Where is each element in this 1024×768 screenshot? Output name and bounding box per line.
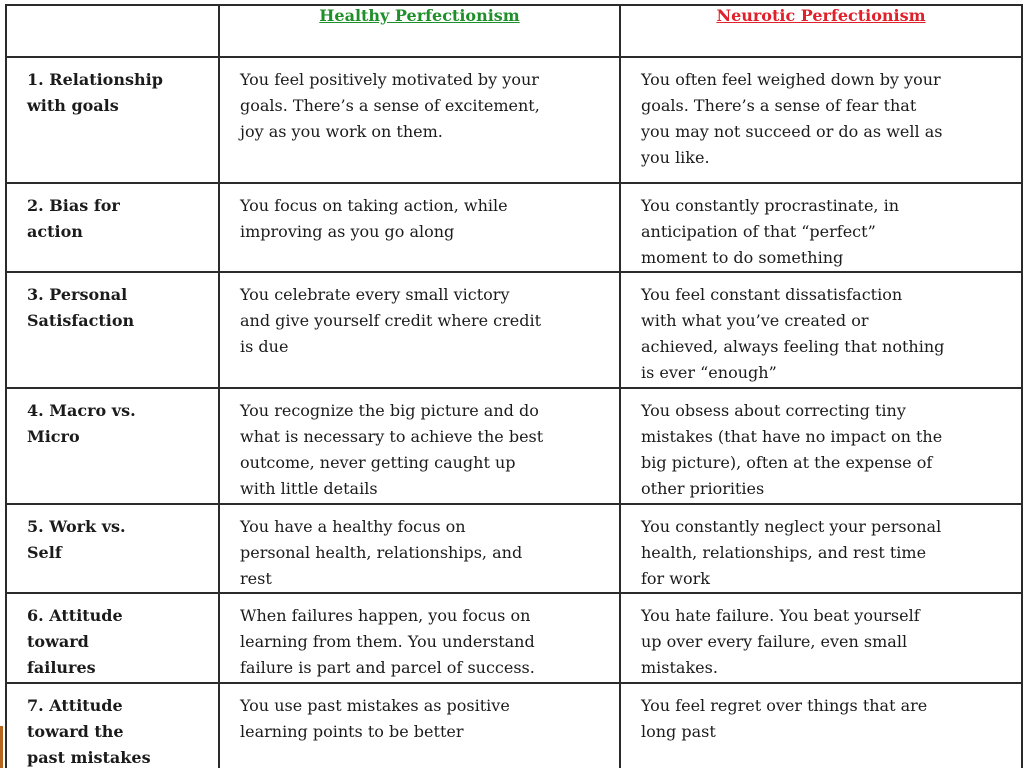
healthy-text: You recognize the big picture and do what is necessary to achieve the best outcome, never getting caught up with little details — [240, 401, 544, 498]
table-row — [6, 504, 1022, 593]
neurotic-text: You hate failure. You beat yourself up over every failure, even small mistakes. — [641, 606, 920, 677]
healthy-cell — [219, 504, 620, 593]
healthy-cell — [219, 57, 620, 183]
healthy-cell — [219, 593, 620, 683]
header-neurotic-label: Neurotic Perfectionism — [716, 6, 926, 25]
row-label: 1. Relationship with goals — [27, 70, 163, 115]
row-label-cell — [6, 183, 219, 272]
row-label: 2. Bias for action — [27, 196, 120, 241]
neurotic-text: You constantly neglect your personal health, relationships, and rest time for work — [641, 517, 942, 588]
header-empty-cell — [6, 5, 219, 57]
neurotic-cell — [620, 593, 1022, 683]
table-row — [6, 272, 1022, 388]
header-row — [6, 5, 1022, 57]
healthy-cell — [219, 388, 620, 504]
row-label-cell — [6, 57, 219, 183]
neurotic-cell — [620, 504, 1022, 593]
header-healthy-label: Healthy Perfectionism — [319, 6, 520, 25]
row-label-cell — [6, 683, 219, 768]
healthy-text: You focus on taking action, while improving as you go along — [240, 196, 508, 241]
healthy-text: You use past mistakes as positive learning points to be better — [240, 696, 510, 741]
row-label: 7. Attitude toward the past mistakes — [27, 696, 151, 767]
perfectionism-comparison-table — [5, 4, 1023, 768]
row-label-cell — [6, 504, 219, 593]
left-edge-mark — [0, 726, 3, 768]
row-label: 3. Personal Satisfaction — [27, 285, 135, 330]
row-label-cell — [6, 388, 219, 504]
table-row — [6, 388, 1022, 504]
table-row — [6, 683, 1022, 768]
healthy-text: You celebrate every small victory and give yourself credit where credit is due — [240, 285, 542, 356]
neurotic-text: You feel regret over things that are long past — [641, 696, 928, 741]
neurotic-cell — [620, 683, 1022, 768]
header-healthy — [219, 5, 620, 57]
healthy-cell — [219, 272, 620, 388]
neurotic-text: You often feel weighed down by your goals. There’s a sense of fear that you may not succeed or do as well as you like. — [641, 70, 943, 167]
row-label: 4. Macro vs. Micro — [27, 401, 136, 446]
row-label-cell — [6, 593, 219, 683]
header-neurotic — [620, 5, 1022, 57]
healthy-text: You have a healthy focus on personal health, relationships, and rest — [240, 517, 523, 588]
neurotic-text: You feel constant dissatisfaction with what you’ve created or achieved, always feeling that nothing is ever “enough” — [641, 285, 945, 382]
table-row — [6, 57, 1022, 183]
healthy-text: When failures happen, you focus on learning from them. You understand failure is part and parcel of success. — [240, 606, 535, 677]
row-label-cell — [6, 272, 219, 388]
neurotic-cell — [620, 272, 1022, 388]
healthy-cell — [219, 683, 620, 768]
row-label: 5. Work vs. Self — [27, 517, 126, 562]
neurotic-text: You constantly procrastinate, in anticipation of that “perfect” moment to do something — [641, 196, 900, 267]
neurotic-cell — [620, 183, 1022, 272]
neurotic-cell — [620, 57, 1022, 183]
healthy-cell — [219, 183, 620, 272]
neurotic-text: You obsess about correcting tiny mistakes (that have no impact on the big picture), often at the expense of other priorities — [641, 401, 943, 498]
row-label: 6. Attitude toward failures — [27, 606, 123, 677]
table-row — [6, 593, 1022, 683]
neurotic-cell — [620, 388, 1022, 504]
table-row — [6, 183, 1022, 272]
healthy-text: You feel positively motivated by your goals. There’s a sense of excitement, joy as you work on them. — [240, 70, 540, 141]
